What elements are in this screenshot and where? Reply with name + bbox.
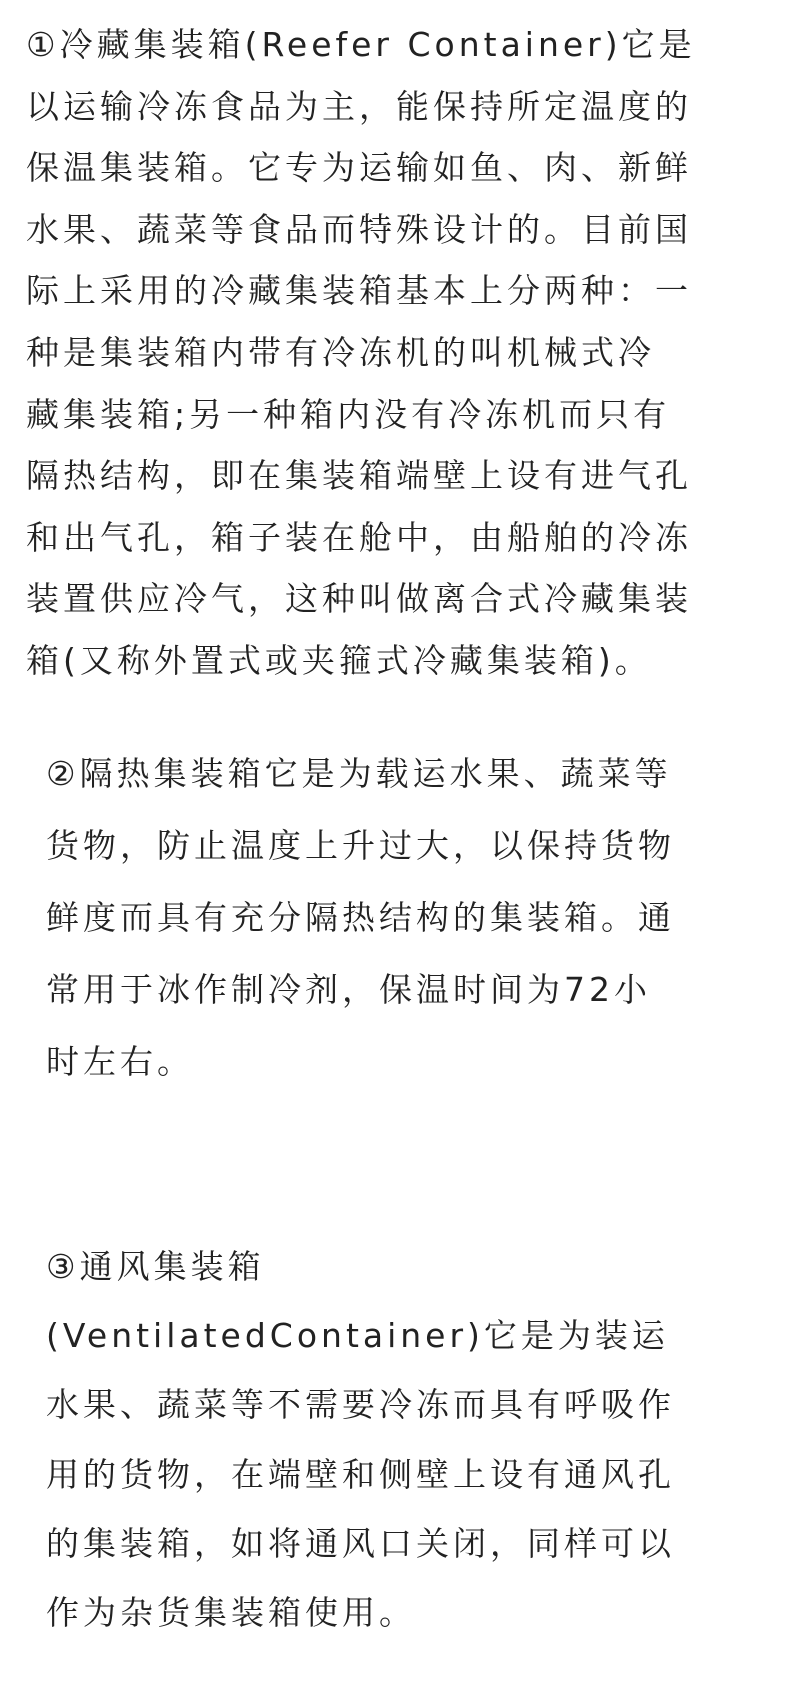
text-line: 水果、蔬菜等不需要冷冻而具有呼吸作 xyxy=(46,1385,675,1425)
text-line: 鲜度而具有充分隔热结构的集装箱。通 xyxy=(46,898,675,937)
text-line: 保温集装箱。它专为运输如鱼、肉、新鲜 xyxy=(26,148,692,188)
paragraph-reefer-container xyxy=(26,14,696,692)
text-line: 的集装箱，如将通风口关闭，同样可以 xyxy=(46,1523,675,1563)
text-line: 货物，防止温度上升过大，以保持货物 xyxy=(46,826,675,865)
paragraph-insulated-container xyxy=(46,738,675,1098)
text-line: 作为杂货集装箱使用。 xyxy=(46,1593,416,1633)
text-line: ②隔热集装箱它是为载运水果、蔬菜等 xyxy=(46,754,672,793)
text-line: 水果、蔬菜等食品而特殊设计的。目前国 xyxy=(26,209,692,249)
text-line: 藏集装箱;另一种箱内没有冷冻机而只有 xyxy=(26,394,671,434)
text-line: 以运输冷冻食品为主，能保持所定温度的 xyxy=(26,86,692,126)
text-line: (VentilatedContainer)它是为装运 xyxy=(46,1316,669,1356)
paragraph-ventilated-container xyxy=(46,1232,675,1647)
text-line: 隔热结构，即在集装箱端壁上设有进气孔 xyxy=(26,456,692,496)
text-line: 箱(又称外置式或夹箍式冷藏集装箱)。 xyxy=(26,640,652,680)
text-line: 常用于冰作制冷剂，保温时间为72小 xyxy=(46,970,651,1009)
text-line: 时左右。 xyxy=(46,1042,194,1081)
text-line: 用的货物，在端壁和侧壁上设有通风孔 xyxy=(46,1454,675,1494)
text-line: 和出气孔，箱子装在舱中，由船舶的冷冻 xyxy=(26,517,692,557)
text-line: 际上采用的冷藏集装箱基本上分两种：一 xyxy=(26,271,692,311)
text-line: 装置供应冷气，这种叫做离合式冷藏集装 xyxy=(26,579,692,619)
text-line: ③通风集装箱 xyxy=(46,1247,265,1286)
text-line: ①冷藏集装箱(Reefer Container)它是 xyxy=(26,25,696,64)
text-line: 种是集装箱内带有冷冻机的叫机械式冷 xyxy=(26,332,655,372)
